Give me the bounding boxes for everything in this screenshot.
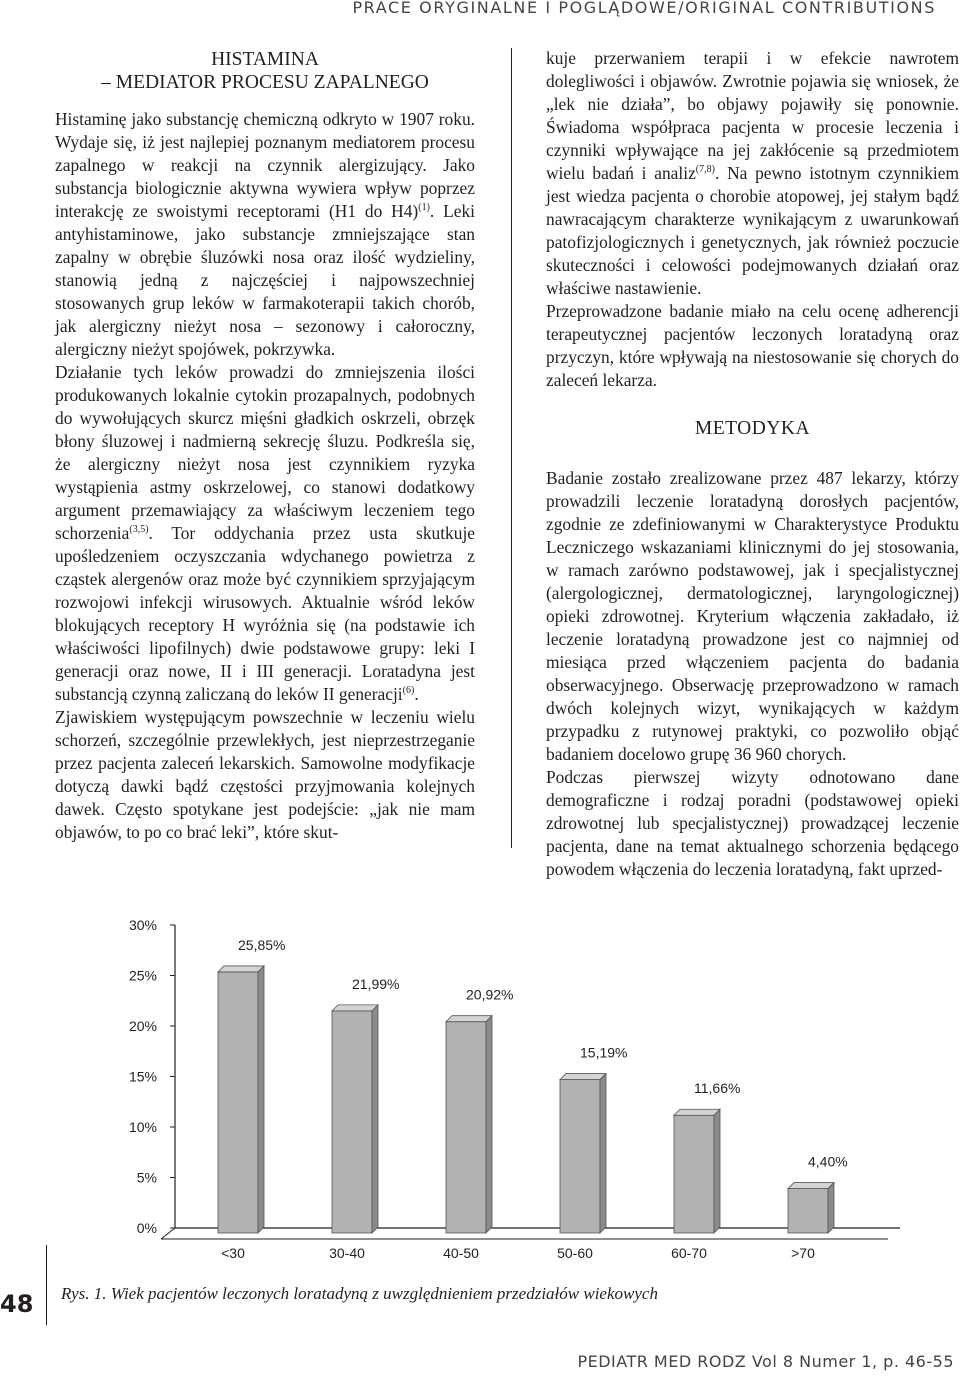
data-label: 15,19% xyxy=(580,1044,628,1061)
paragraph: Badanie zostało zrealizowane przez 487 lekarzy, którzy prowadzili leczenie loratadyną dorosłych pacjentów, zgodnie ze zdefiniowanymi w Charakterystyce Produktu Leczniczego wskazaniami klinicznymi do jej stosowania, w ramach zarówno podstawowej, jak i specjalistycznej (alergologicznej, dermatologicznej, laryngologicznej) opieki zdrowotnej. Kryterium włączenia zakładało, iż leczenie loratadyną prowadzone jest co najmniej od miesiąca przed włączeniem pacjenta do badania obserwacyjnego. Obserwację przeprowadzono w ramach dwóch kolejnych wizyt, wynikających w każdym przypadku z rutynowej praktyki, co pozwoliło objąć badaniem docelowo grupę 36 960 chorych. xyxy=(546,468,959,764)
bar-side xyxy=(600,1074,606,1233)
x-tick-label: >70 xyxy=(791,1245,815,1261)
x-tick-label: 30-40 xyxy=(329,1245,365,1261)
bar xyxy=(560,1080,600,1233)
paragraph xyxy=(55,108,475,361)
y-tick-label: 20% xyxy=(128,1018,157,1034)
left-column xyxy=(55,108,475,844)
bar xyxy=(674,1115,714,1233)
bar-side xyxy=(258,966,264,1233)
text-run: Histaminę jako substancję chemiczną odkryto w 1907 roku. Wydaje się, iż jest najlepiej poznanym mediatorem procesu zapalnego w reakcji na czynnik alergizujący. Jako substancja biologicznie aktywna wywiera wpływ poprzez interakcję ze swoistymi receptorami (H1 do H4) xyxy=(55,109,475,221)
page-number-rule xyxy=(46,1245,47,1325)
paragraph xyxy=(546,47,959,300)
axis-depth-line xyxy=(161,1228,175,1239)
y-tick-label: 5% xyxy=(136,1169,157,1186)
x-tick-label: 40-50 xyxy=(443,1245,479,1261)
y-tick-label: 0% xyxy=(136,1220,157,1236)
y-tick-label: 15% xyxy=(128,1068,157,1085)
figure-caption: Rys. 1. Wiek pacjentów leczonych loratadyną z uwzględnieniem przedziałów wiekowych xyxy=(61,1284,658,1303)
reference-marker: (1) xyxy=(418,202,430,214)
paragraph xyxy=(55,361,475,706)
right-column xyxy=(546,47,959,881)
bar-top xyxy=(218,966,264,972)
bar xyxy=(788,1189,828,1233)
reference-marker: (6) xyxy=(402,685,415,697)
article-title xyxy=(55,48,475,94)
reference-marker: (3,5) xyxy=(129,524,149,536)
data-label: 20,92% xyxy=(466,986,514,1003)
running-header: PRACE ORYGINALNE I POGLĄDOWE/ORIGINAL CONTRIBUTIONS xyxy=(352,0,936,17)
bar xyxy=(446,1022,486,1233)
bar xyxy=(218,972,258,1233)
bar-side xyxy=(372,1005,378,1233)
journal-footer: PEDIATR MED RODZ Vol 8 Numer 1, p. 46-55 xyxy=(577,1352,954,1371)
bar-side xyxy=(486,1016,492,1233)
paragraph: Podczas pierwszej wizyty odnotowano dane demograficzne i rodzaj poradni (podstawowej opieki zdrowotnej lub specjalistycznej) prowadzącej leczenie pacjenta, dane na temat aktualnego schorzenia będącego powodem włączenia do leczenia loratadyną, fakt uprzed- xyxy=(546,767,959,879)
data-label: 4,40% xyxy=(808,1153,848,1170)
text-run: . Leki antyhistaminowe, jako substancje zmniejszające stan zapalny w obrębie śluzówki nosa oraz ilość wydzieliny, stanowią jedną z najczęściej i najpowszechniej stosowanych grup leków w farmakoterapii takich chorób, jak alergiczny nieżyt nosa – sezonowy i całoroczny, alergiczny nieżyt spojówek, pokrzywka. xyxy=(55,201,475,359)
data-label: 11,66% xyxy=(694,1080,741,1097)
age-bar-chart xyxy=(0,895,960,1285)
page-number: 48 xyxy=(0,1290,34,1318)
article-title-line1: HISTAMINA xyxy=(211,49,319,70)
y-tick-label: 10% xyxy=(128,1119,157,1135)
data-label: 21,99% xyxy=(352,975,400,992)
bar-top xyxy=(332,1005,378,1011)
bar-top xyxy=(674,1109,720,1115)
bar-top xyxy=(788,1183,834,1189)
column-divider xyxy=(511,48,512,848)
paragraph: Zjawiskiem występującym powszechnie w leczeniu wielu schorzeń, szczególnie przewlekłych, jest nieprzestrzeganie przez pacjenta zaleceń lekarskich. Samowolne modyfikacje dotyczą dawki bądź częstości przyjmowania kolejnych dawek. Często spotykane jest podejście: „jak nie mam objawów, to po co brać leki”, które skut- xyxy=(55,707,475,842)
bar-side xyxy=(828,1183,834,1233)
bar xyxy=(332,1011,372,1233)
x-tick-label: 50-60 xyxy=(557,1245,593,1261)
bar-top xyxy=(446,1016,492,1022)
x-tick-label: 60-70 xyxy=(671,1245,707,1261)
bar-top xyxy=(560,1074,606,1080)
paragraph: Przeprowadzone badanie miało na celu ocenę adherencji terapeutycznej pacjentów leczonych loratadyną oraz przyczyn, które wpływają na niestosowanie się chorych do zaleceń lekarza. xyxy=(546,301,959,390)
bar-side xyxy=(714,1109,720,1233)
text-run: . xyxy=(414,684,419,704)
text-run: . Na pewno istotnym czynnikiem jest wiedza pacjenta o chorobie atopowej, jej stałym bądź nawracającym charakterze wynikającym z uwarunkowań patofizjologicznych i genetycznych, jak również poczucie skuteczności i celowości podejmowanych działań oraz właściwe nastawienie. xyxy=(546,163,959,298)
text-run: kuje przerwaniem terapii i w efekcie nawrotem dolegliwości i objawów. Zwrotnie pojawia się wniosek, że „lek nie działa”, bo objawy pojawiły się ponownie. Świadoma współpraca pacjenta w procesie leczenia i czynniki wpływające na jej zakłócenie są przedmiotem wielu badań i analiz xyxy=(546,48,959,183)
data-label: 25,85% xyxy=(238,936,286,953)
text-run: Działanie tych leków prowadzi do zmniejszenia ilości produkowanych lokalnie cytokin prozapalnych, podobnych do wywołujących skurcz mięśni gładkich oskrzeli, obrzęk błony śluzowej i nadmierną sekrecję śluzu. Podkreśla się, że alergiczny nieżyt nosa jest czynnikiem ryzyka wystąpienia astmy oskrzelowej, co stanowi dodatkowy argument przemawiający za właściwym leczeniem tego schorzenia xyxy=(55,362,475,543)
reference-marker: (7,8) xyxy=(695,164,715,176)
x-tick-label: <30 xyxy=(221,1245,245,1261)
article-title-line2: – MEDIATOR PROCESU ZAPALNEGO xyxy=(101,72,429,93)
section-heading: METODYKA xyxy=(694,418,811,439)
y-tick-label: 25% xyxy=(128,967,157,984)
y-tick-label: 30% xyxy=(128,917,157,933)
text-run: . Tor oddychania przez usta skutkuje upośledzeniem oczyszczania wdychanego powietrza z cząstek alergenów oraz może być czynnikiem sprzyjającym rozwojowi infekcji wirusowych. Aktualnie wśród leków blokujących receptory H wyróżnia się (na podstawie ich właściwości lipofilnych) dwie podstawowe grupy: leki I generacji oraz nowe, II i III generacji. Loratadyna jest substancją czynną zaliczaną do leków II generacji xyxy=(55,523,475,704)
